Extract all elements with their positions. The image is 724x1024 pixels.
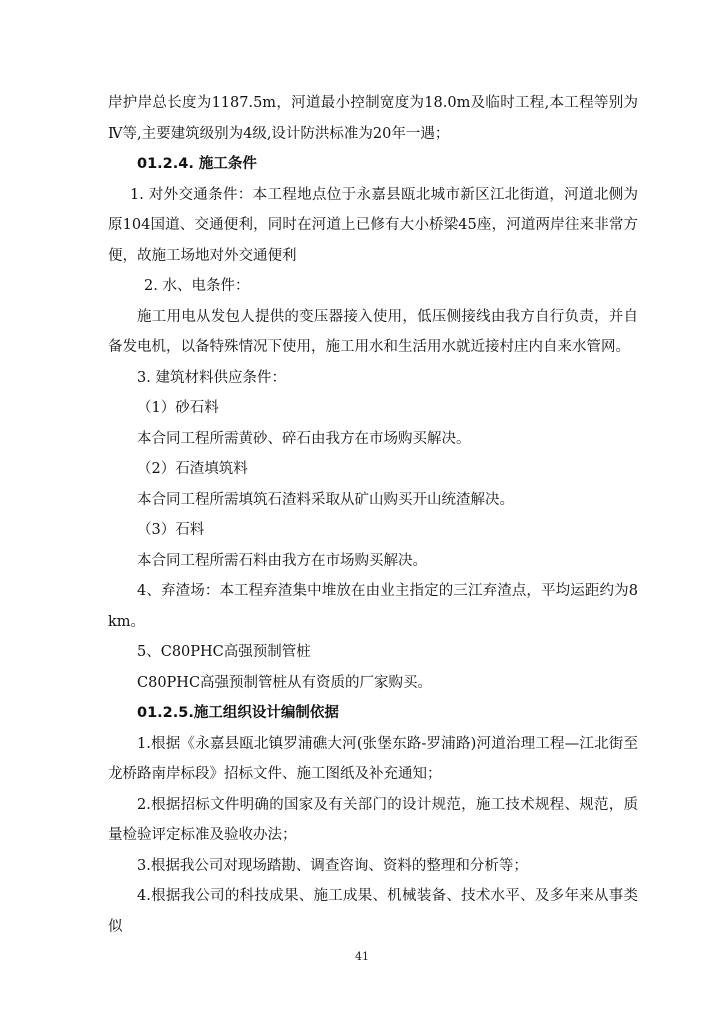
paragraph-traffic-conditions: 1. 对外交通条件：本工程地点位于永嘉县瓯北城市新区江北街道，河道北侧为原104国道、交通便利，同时在河道上已修有大小桥梁45座，河道两岸往来非常方便，故施工场地对外交通便利 (108, 186, 638, 264)
paragraph-basis-3: 3.根据我公司对现场踏勘、调查咨询、资料的整理和分析等； (137, 857, 528, 874)
page-number: 41 (355, 950, 369, 963)
paragraph-water-power-heading: 2. 水、电条件： (144, 278, 250, 294)
paragraph-stone-heading: （3）石料 (137, 522, 205, 538)
section-heading-construction-conditions: 01.2.4. 施工条件 (137, 156, 257, 172)
paragraph-basis-2: 2.根据招标文件明确的国家及有关部门的设计规范，施工技术规程、规范，质量检验评定标准及验收办法； (108, 796, 638, 843)
document-body (108, 88, 638, 942)
paragraph-water-power: 施工用电从发包人提供的变压器接入使用，低压侧接线由我方自行负责，并自备发电机，以备特殊情况下使用，施工用水和生活用水就近接村庄内自来水管网。 (108, 308, 638, 355)
paragraph-project-scale: 岸护岸总长度为1187.5m，河道最小控制宽度为18.0m及临时工程,本工程等别为Ⅳ等,主要建筑级别为4级,设计防洪标准为20年一遇； (108, 95, 638, 142)
paragraph-stone: 本合同工程所需石料由我方在市场购买解决。 (137, 552, 427, 569)
paragraph-ballast: 本合同工程所需填筑石渣料采取从矿山购买开山统渣解决。 (137, 491, 514, 508)
paragraph-sand-gravel: 本合同工程所需黄砂、碎石由我方在市场购买解决。 (137, 430, 471, 447)
section-heading-design-basis: 01.2.5.施工组织设计编制依据 (137, 705, 339, 721)
paragraph-pile: C80PHC高强预制管桩从有资质的厂家购买。 (137, 674, 433, 691)
paragraph-spoil-site: 4、弃渣场：本工程弃渣集中堆放在由业主指定的三江弃渣点，平均运距约为8km。 (108, 583, 638, 630)
paragraph-pile-heading: 5、C80PHC高强预制管桩 (137, 644, 311, 660)
paragraph-basis-4: 4.根据我公司的科技成果、施工成果、机械装备、技术水平、及多年来从事类似 (108, 888, 638, 935)
paragraph-sand-gravel-heading: （1）砂石料 (137, 400, 219, 416)
paragraph-materials-heading: 3. 建筑材料供应条件： (137, 369, 286, 386)
paragraph-ballast-heading: （2）石渣填筑料 (137, 461, 248, 477)
paragraph-basis-1: 1.根据《永嘉县瓯北镇罗浦礁大河(张堡东路-罗浦路)河道治理工程—江北街至龙桥路南岸标段》招标文件、施工图纸及补充通知； (108, 735, 638, 782)
